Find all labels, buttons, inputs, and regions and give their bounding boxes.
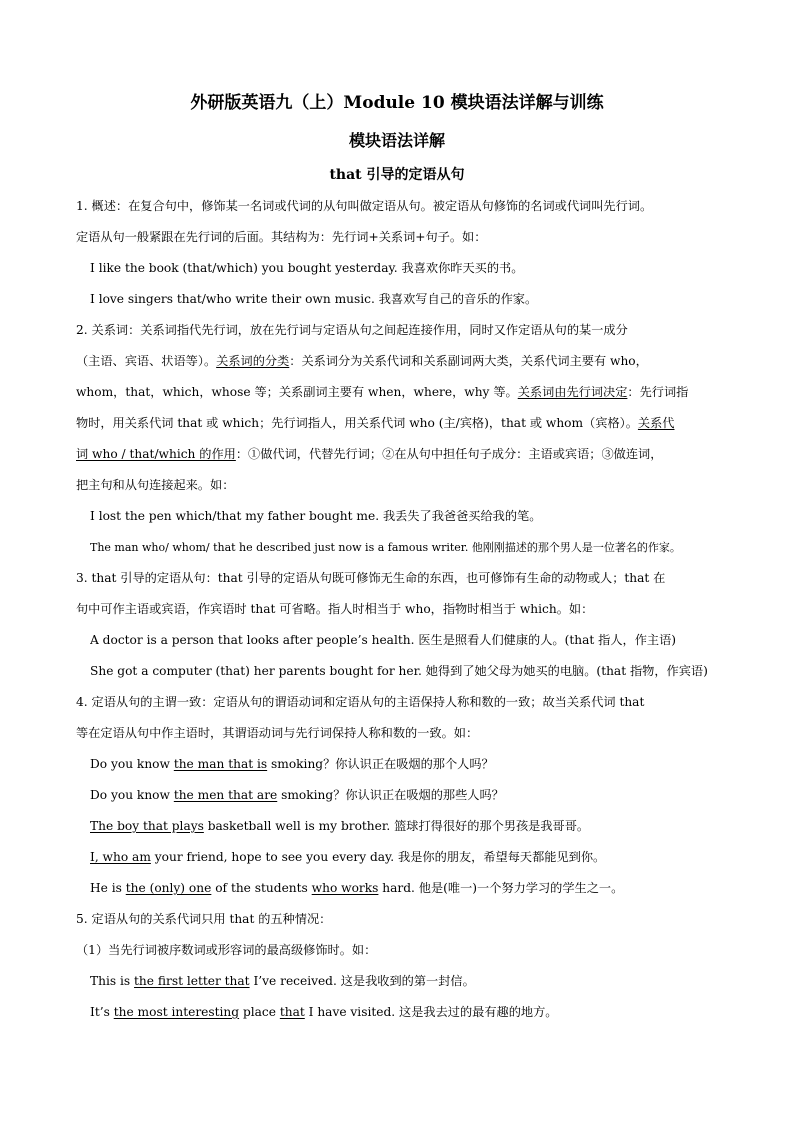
underlined-text: 关系代 [637,416,675,430]
text-run: your friend, hope to see you every day. 我是你的朋友，希望每天都能见到你。 [150,850,606,864]
underlined-text: that [279,1005,305,1019]
body-line: 句中可作主语或宾语，作宾语时 that 可省略。指人时相当于 who，指物时相当于 which。如： [76,602,594,616]
body-line [76,445,726,463]
body-line: （1）当先行词被序数词或形容词的最高级修饰时。如： [76,943,377,957]
text-run: Do you know [90,788,174,802]
underlined-text: the men that are [173,788,278,802]
body-line [76,414,726,432]
underlined-text: The boy that plays [90,819,204,833]
text-run: It’s [90,1005,114,1019]
text-run: whom，that，which，whose 等；关系副词主要有 when，where，why 等。 [76,385,518,399]
text-run: of the students [211,881,312,895]
text-run: Do you know [90,757,174,771]
underlined-text: the man that is [173,757,268,771]
underlined-text: the most interesting [113,1005,240,1019]
body-line: 5. 定语从句的关系代词只用 that 的五种情况： [76,912,332,926]
example-line [90,879,740,897]
body-line: 3. that 引导的定语从句：that 引导的定语从句既可修饰无生命的东西，也可修饰有生命的动物或人；that 在 [76,571,666,585]
example-line [90,972,740,990]
underlined-text: 关系词的分类 [216,354,290,368]
body-line [76,352,726,370]
text-run: smoking？你认识正在吸烟的那些人吗？ [277,788,504,802]
document-subtitle: 模块语法详解 [348,131,445,150]
body-line: 把主句和从句连接起来。如： [76,478,235,492]
body-line: 等在定语从句中作主语时，其谓语动词与先行词保持人称和数的一致。如： [76,726,479,740]
example-line: A doctor is a person that looks after people’s health. 医生是照看人们健康的人。(that 指人，作主语) [90,633,677,647]
text-run: hard. 他是(唯一)一个努力学习的学生之一。 [378,881,624,895]
example-line [90,817,740,835]
example-line [90,1003,740,1021]
example-line [90,848,740,866]
underlined-text: I, who am [90,850,151,864]
example-line [90,755,740,773]
body-line: 2. 关系词：关系词指代先行词，放在先行词与定语从句之间起连接作用，同时又作定语从句的某一成分 [76,323,628,337]
text-run: I’ve received. 这是我收到的第一封信。 [249,974,475,988]
body-line: 4. 定语从句的主谓一致：定语从句的谓语动词和定语从句的主语保持人称和数的一致；故当关系代词 that [76,695,645,709]
body-line: 1. 概述：在复合句中，修饰某一名词或代词的从句叫做定语从句。被定语从句修饰的名词或代词叫先行词。 [76,199,653,213]
underlined-text: 关系词由先行词决定 [517,385,628,399]
text-run: basketball well is my brother. 篮球打得很好的那个男孩是我哥哥。 [203,819,590,833]
text-run: （主语、宾语、状语等）。 [76,354,217,368]
text-run: ：关系词分为关系代词和关系副词两大类，关系代词主要有 who， [289,354,648,368]
underlined-text: the first letter that [134,974,250,988]
body-line [76,383,726,401]
text-run: He is [90,881,126,895]
underlined-text: the (only) one [125,881,212,895]
example-line: I lost the pen which/that my father bought me. 我丢失了我爸爸买给我的笔。 [90,509,542,523]
underlined-text: 词 who / that/which 的作用 [76,447,236,461]
text-run: ：先行词指 [627,385,689,399]
text-run: ：①做代词，代替先行词；②在从句中担任句子成分：主语或宾语；③做连词， [235,447,663,461]
section-heading: that 引导的定语从句 [329,167,465,183]
text-run: place [239,1005,280,1019]
underlined-text: who works [311,881,379,895]
document-title: 外研版英语九（上）Module 10 模块语法详解与训练 [190,93,604,113]
text-run: I have visited. 这是我去过的最有趣的地方。 [304,1005,558,1019]
text-run: This is [90,974,135,988]
example-line: I love singers that/who write their own music. 我喜欢写自己的音乐的作家。 [90,292,538,306]
text-run: smoking？你认识正在吸烟的那个人吗？ [267,757,494,771]
example-line: She got a computer (that) her parents bought for her. 她得到了她父母为她买的电脑。(that 指物，作宾语) [90,664,708,678]
example-line [90,786,740,804]
example-line: I like the book (that/which) you bought yesterday. 我喜欢你昨天买的书。 [90,261,524,275]
body-line: 定语从句一般紧跟在先行词的后面。其结构为：先行词+关系词+句子。如： [76,230,487,244]
text-run: 物时，用关系代词 that 或 which；先行词指人，用关系代词 who (主/宾格)，that 或 whom（宾格）。 [76,416,638,430]
example-line: The man who/ whom/ that he described just now is a famous writer. 他刚刚描述的那个男人是一位著名的作家。 [90,541,681,554]
